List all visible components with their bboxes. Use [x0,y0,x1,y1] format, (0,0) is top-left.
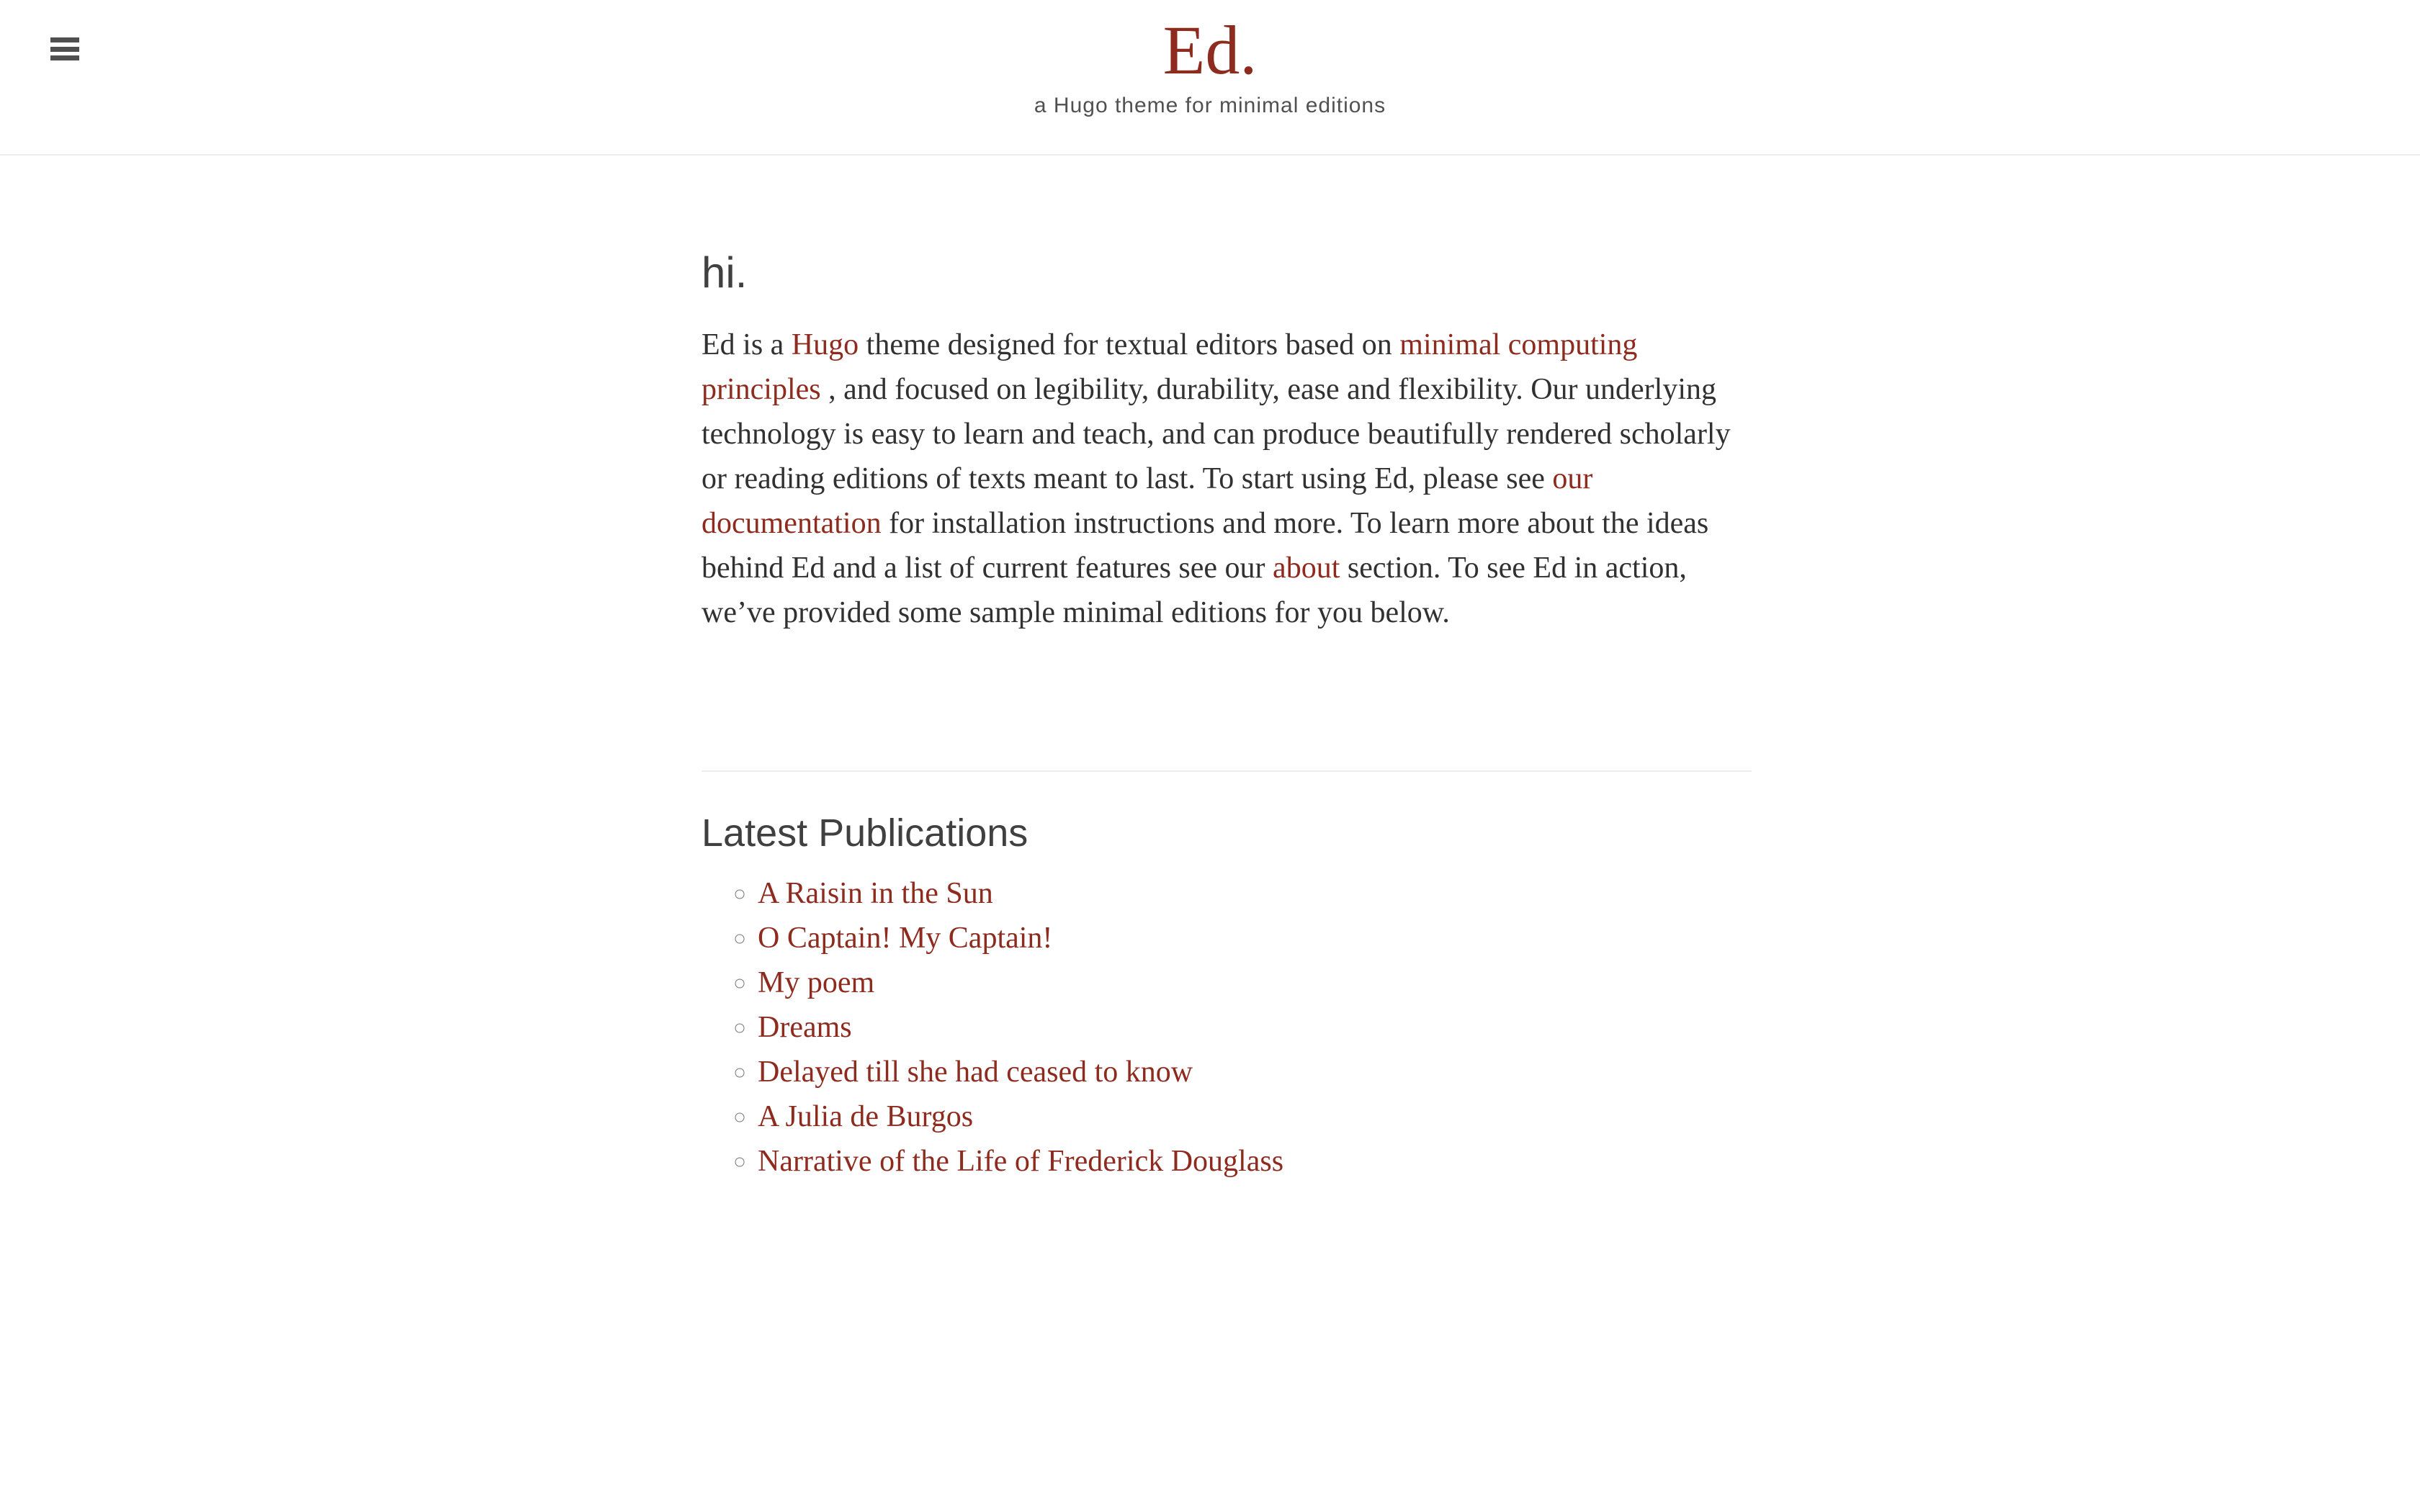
hamburger-bar [50,37,79,42]
divider [702,770,1752,772]
menu-toggle-button[interactable] [50,37,79,60]
publication-item [758,916,1752,960]
publication-link-my-poem[interactable]: My poem [758,966,875,999]
publication-item [758,1005,1752,1050]
intro-text: section. To see Ed in action, we’ve provided some sample minimal editions for you below. [702,552,1687,629]
publication-link-delayed-till-she-had-ceased-to-know[interactable]: Delayed till she had ceased to know [758,1056,1193,1089]
masthead [0,0,2420,156]
hugo-link[interactable]: Hugo [791,328,859,361]
publication-item [758,1139,1752,1184]
publication-item [758,1094,1752,1139]
publication-link-a-raisin-in-the-sun[interactable]: A Raisin in the Sun [758,877,993,910]
publications-heading: Latest Publications [702,811,1028,855]
hamburger-bar [50,55,79,60]
publication-item [758,960,1752,1005]
about-link[interactable]: about [1273,552,1340,585]
site-subtitle: a Hugo theme for minimal editions [1034,94,1386,117]
intro-paragraph [702,323,1752,635]
publication-link-dreams[interactable]: Dreams [758,1011,852,1044]
page-title: hi. [702,248,748,297]
main-content [702,156,1752,1184]
publication-link-narrative-of-the-life-of-frederick-douglass[interactable]: Narrative of the Life of Frederick Douglass [758,1145,1284,1178]
publication-link-a-julia-de-burgos[interactable]: A Julia de Burgos [758,1100,974,1133]
documentation-link[interactable]: our documentation [702,462,1593,540]
minimal-computing-principles-link[interactable]: minimal computing principles [702,328,1638,406]
site-title[interactable]: Ed. [1162,12,1258,89]
publications-list [702,871,1752,1184]
hamburger-bar [50,47,79,52]
publication-link-o-captain-my-captain[interactable]: O Captain! My Captain! [758,922,1053,955]
publication-item [758,1050,1752,1094]
intro-text: theme designed for textual editors based on [859,328,1400,361]
intro-text: Ed is a [702,328,792,361]
publication-item [758,871,1752,916]
intro-text: for installation instructions and more. To learn more about the ideas behind Ed and a list of current features see our [702,507,1709,585]
intro-text: , and focused on legibility, durability, ease and flexibility. Our underlying technology is easy to learn and teach, and can produce beautifully rendered scholarly or reading editions of texts meant to last. To start using Ed, please see [702,373,1731,495]
hamburger-icon [50,37,79,60]
